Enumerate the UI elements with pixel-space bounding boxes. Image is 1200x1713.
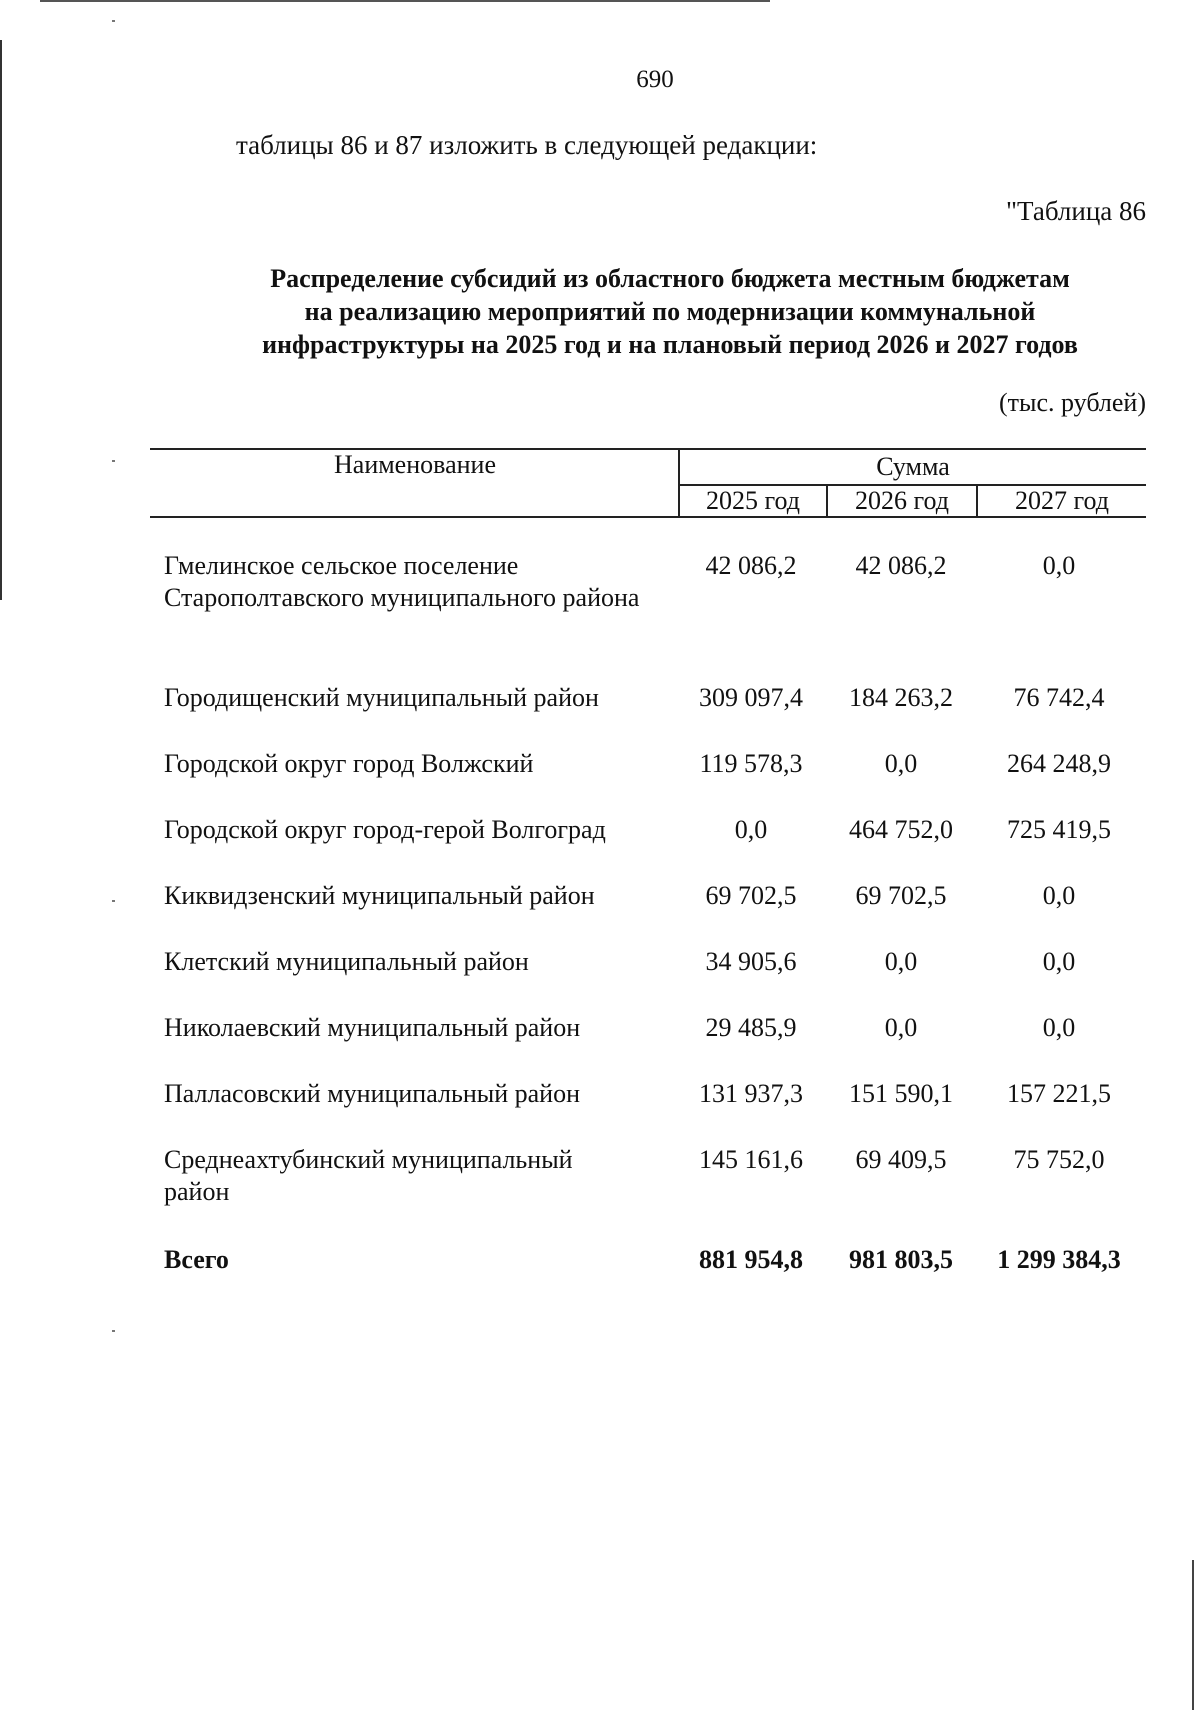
value-2027: 157 221,5 <box>1007 1079 1111 1108</box>
table-reference: "Таблица 86 <box>1006 196 1146 226</box>
row-name: Киквидзенский муниципальный район <box>164 881 595 910</box>
units-label: (тыс. рублей) <box>998 388 1146 417</box>
document-title <box>130 262 1200 361</box>
intro-text: таблицы 86 и 87 изложить в следующей редакции: <box>236 130 818 160</box>
row-name: Городской округ город-герой Волгоград <box>164 815 606 844</box>
scan-artifact-right <box>1192 1560 1194 1710</box>
value-2026: 69 409,5 <box>855 1145 947 1174</box>
value-2025: 0,0 <box>734 815 768 844</box>
scan-artifact-dot <box>112 460 115 462</box>
row-name: Городской округ город Волжский <box>164 749 534 778</box>
scan-artifact-dot <box>112 20 115 22</box>
total-2025: 881 954,8 <box>699 1245 803 1274</box>
value-2027: 76 742,4 <box>1013 683 1105 712</box>
value-2026: 0,0 <box>884 947 918 976</box>
total-2027: 1 299 384,3 <box>997 1245 1121 1274</box>
value-2026: 0,0 <box>884 749 918 778</box>
value-2026: 42 086,2 <box>855 551 947 580</box>
row-name: Среднеахтубинский муниципальный район <box>164 1145 573 1206</box>
row-name: Клетский муниципальный район <box>164 947 529 976</box>
scan-artifact-dot <box>112 900 115 902</box>
row-name: Гмелинское сельское поселение Старополтавского муниципального района <box>164 551 640 612</box>
value-2027: 0,0 <box>1042 1013 1076 1042</box>
row-name: Палласовский муниципальный район <box>164 1079 580 1108</box>
value-2025: 34 905,6 <box>705 947 797 976</box>
value-2027: 0,0 <box>1042 881 1076 910</box>
title-line: инфраструктуры на 2025 год и на плановый период 2026 и 2027 годов <box>262 330 1078 359</box>
header-bottom-rule <box>150 516 1146 518</box>
total-label: Всего <box>164 1245 229 1274</box>
scan-artifact-dot <box>112 1330 115 1332</box>
header-sum: Сумма <box>876 452 950 481</box>
value-2027: 264 248,9 <box>1007 749 1111 778</box>
scan-artifact-top <box>40 0 770 2</box>
value-2027: 75 752,0 <box>1013 1145 1105 1174</box>
row-name: Городищенский муниципальный район <box>164 683 599 712</box>
value-2027: 0,0 <box>1042 947 1076 976</box>
value-2027: 0,0 <box>1042 551 1076 580</box>
value-2026: 151 590,1 <box>849 1079 953 1108</box>
value-2025: 131 937,3 <box>699 1079 803 1108</box>
value-2025: 69 702,5 <box>705 881 797 910</box>
value-2026: 69 702,5 <box>855 881 947 910</box>
total-2026: 981 803,5 <box>849 1245 953 1274</box>
value-2025: 119 578,3 <box>699 749 803 778</box>
value-2027: 725 419,5 <box>1007 815 1111 844</box>
value-2026: 0,0 <box>884 1013 918 1042</box>
value-2026: 184 263,2 <box>849 683 953 712</box>
value-2026: 464 752,0 <box>849 815 953 844</box>
value-2025: 42 086,2 <box>705 551 797 580</box>
row-name: Николаевский муниципальный район <box>164 1013 581 1042</box>
value-2025: 309 097,4 <box>699 683 803 712</box>
scan-artifact-left <box>0 40 2 600</box>
header-year-2025: 2025 год <box>706 486 800 515</box>
title-line: Распределение субсидий из областного бюджета местным бюджетам <box>270 264 1070 293</box>
value-2025: 29 485,9 <box>705 1013 797 1042</box>
header-year-2026: 2026 год <box>855 486 949 515</box>
header-name: Наименование <box>334 450 496 479</box>
page-number: 690 <box>636 66 674 93</box>
header-year-2027: 2027 год <box>1015 486 1109 515</box>
value-2025: 145 161,6 <box>699 1145 803 1174</box>
title-line: на реализацию мероприятий по модернизации коммунальной <box>304 297 1036 326</box>
